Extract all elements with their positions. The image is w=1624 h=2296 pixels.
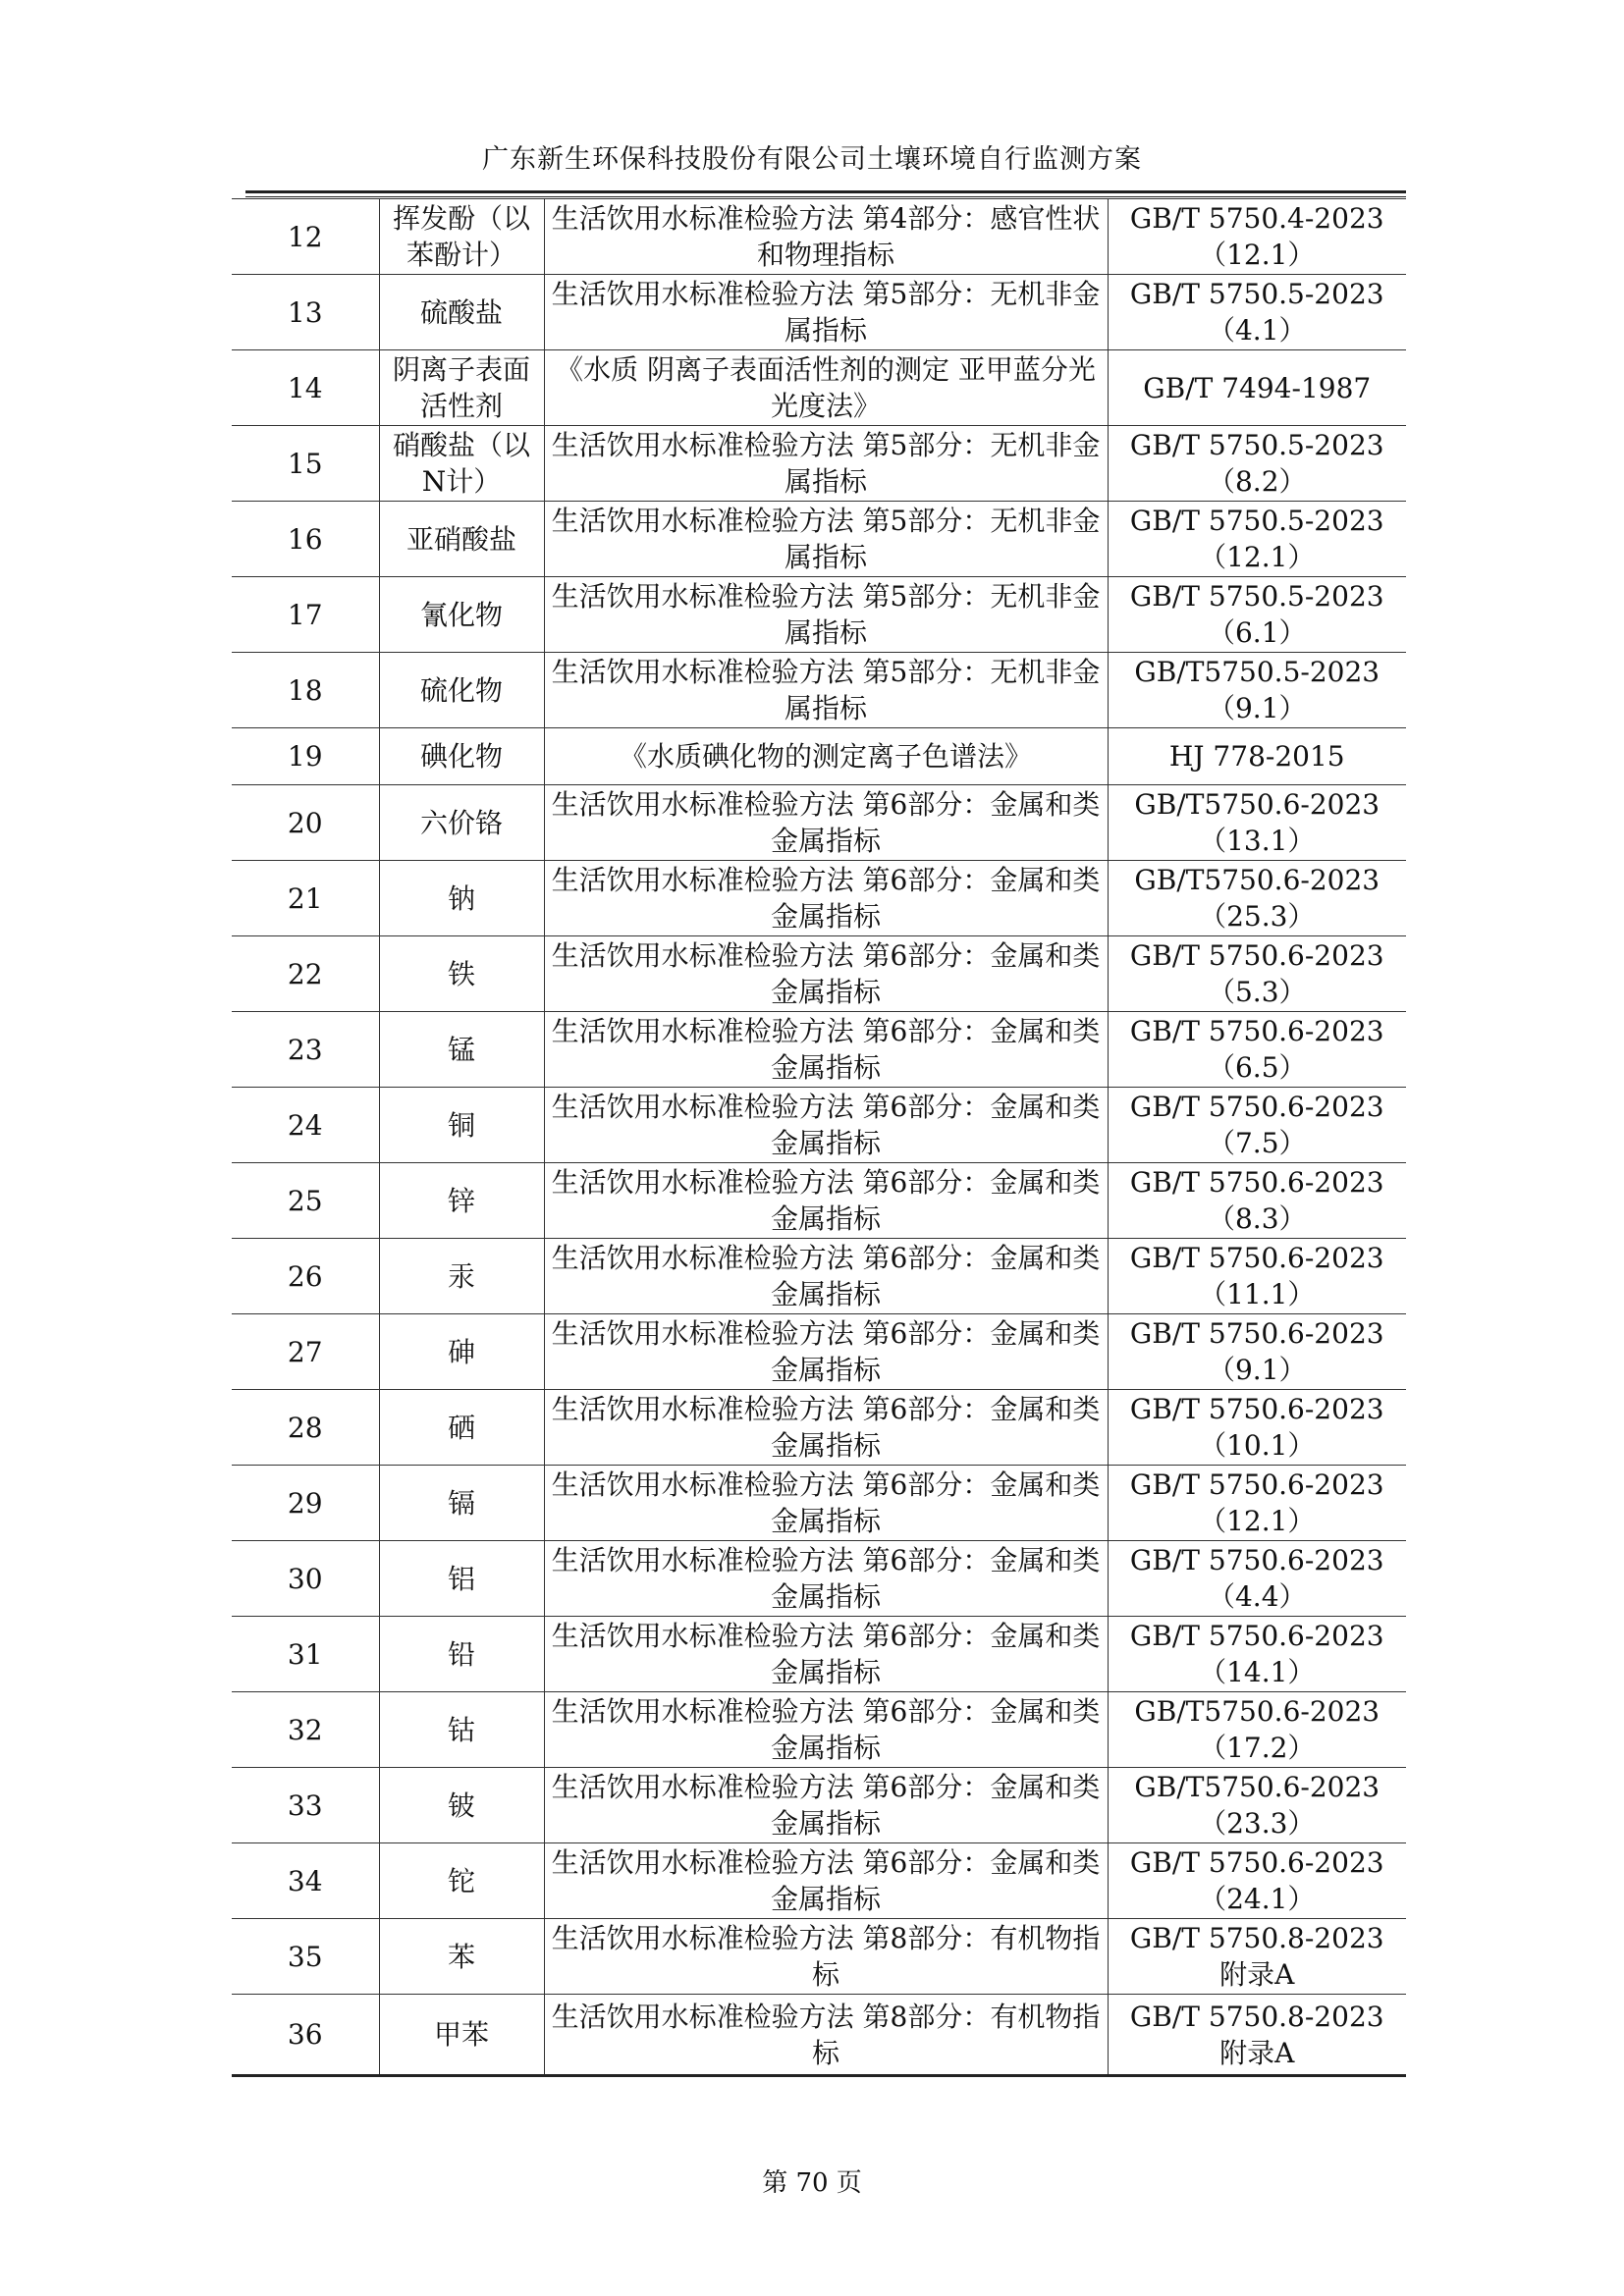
cell-no: 30 xyxy=(232,1541,379,1617)
cell-standard: GB/T 5750.6-2023（4.4） xyxy=(1108,1541,1406,1617)
cell-method: 生活饮用水标准检验方法 第5部分：无机非金属指标 xyxy=(544,275,1108,350)
table-row xyxy=(232,275,1406,350)
cell-method: 生活饮用水标准检验方法 第6部分：金属和类金属指标 xyxy=(544,1163,1108,1239)
cell-method: 生活饮用水标准检验方法 第6部分：金属和类金属指标 xyxy=(544,861,1108,936)
cell-item: 钴 xyxy=(379,1692,544,1768)
cell-method: 生活饮用水标准检验方法 第5部分：无机非金属指标 xyxy=(544,653,1108,728)
table-row xyxy=(232,1466,1406,1541)
table-row xyxy=(232,1995,1406,2076)
cell-no: 31 xyxy=(232,1617,379,1692)
cell-item: 汞 xyxy=(379,1239,544,1314)
cell-item: 碘化物 xyxy=(379,728,544,785)
cell-no: 18 xyxy=(232,653,379,728)
table-row xyxy=(232,1617,1406,1692)
cell-method: 《水质 阴离子表面活性剂的测定 亚甲蓝分光光度法》 xyxy=(544,350,1108,426)
cell-item: 铍 xyxy=(379,1768,544,1843)
cell-no: 22 xyxy=(232,936,379,1012)
cell-item: 铅 xyxy=(379,1617,544,1692)
cell-no: 12 xyxy=(232,199,379,275)
header-rule-thick xyxy=(245,190,1406,193)
cell-method: 生活饮用水标准检验方法 第6部分：金属和类金属指标 xyxy=(544,1088,1108,1163)
cell-standard: GB/T 5750.6-2023（8.3） xyxy=(1108,1163,1406,1239)
cell-standard: GB/T 5750.5-2023（6.1） xyxy=(1108,577,1406,653)
table-row xyxy=(232,1163,1406,1239)
cell-no: 19 xyxy=(232,728,379,785)
cell-method: 生活饮用水标准检验方法 第6部分：金属和类金属指标 xyxy=(544,785,1108,861)
cell-no: 35 xyxy=(232,1919,379,1995)
cell-method: 生活饮用水标准检验方法 第6部分：金属和类金属指标 xyxy=(544,1390,1108,1466)
table-row xyxy=(232,1541,1406,1617)
cell-method: 生活饮用水标准检验方法 第6部分：金属和类金属指标 xyxy=(544,1768,1108,1843)
table-row xyxy=(232,1768,1406,1843)
table-row xyxy=(232,1919,1406,1995)
cell-method: 生活饮用水标准检验方法 第6部分：金属和类金属指标 xyxy=(544,1314,1108,1390)
cell-item: 铊 xyxy=(379,1843,544,1919)
cell-method: 生活饮用水标准检验方法 第6部分：金属和类金属指标 xyxy=(544,1466,1108,1541)
table-row xyxy=(232,577,1406,653)
cell-item: 砷 xyxy=(379,1314,544,1390)
table-row xyxy=(232,199,1406,275)
cell-standard: GB/T5750.6-2023（13.1） xyxy=(1108,785,1406,861)
cell-item: 钠 xyxy=(379,861,544,936)
cell-item: 锌 xyxy=(379,1163,544,1239)
cell-standard: GB/T 5750.6-2023（9.1） xyxy=(1108,1314,1406,1390)
cell-no: 26 xyxy=(232,1239,379,1314)
cell-no: 23 xyxy=(232,1012,379,1088)
cell-standard: GB/T 7494-1987 xyxy=(1108,350,1406,426)
cell-no: 29 xyxy=(232,1466,379,1541)
cell-standard: GB/T 5750.6-2023（6.5） xyxy=(1108,1012,1406,1088)
cell-method: 生活饮用水标准检验方法 第6部分：金属和类金属指标 xyxy=(544,1617,1108,1692)
cell-item: 六价铬 xyxy=(379,785,544,861)
cell-standard: GB/T 5750.5-2023（12.1） xyxy=(1108,502,1406,577)
cell-method: 生活饮用水标准检验方法 第6部分：金属和类金属指标 xyxy=(544,1692,1108,1768)
monitoring-methods-table xyxy=(232,198,1406,2077)
cell-no: 27 xyxy=(232,1314,379,1390)
cell-item: 铁 xyxy=(379,936,544,1012)
cell-no: 13 xyxy=(232,275,379,350)
cell-item: 硫酸盐 xyxy=(379,275,544,350)
cell-method: 生活饮用水标准检验方法 第5部分：无机非金属指标 xyxy=(544,577,1108,653)
cell-standard: GB/T 5750.6-2023（12.1） xyxy=(1108,1466,1406,1541)
cell-method: 《水质碘化物的测定离子色谱法》 xyxy=(544,728,1108,785)
cell-standard: GB/T5750.6-2023（23.3） xyxy=(1108,1768,1406,1843)
table-row xyxy=(232,936,1406,1012)
cell-item: 亚硝酸盐 xyxy=(379,502,544,577)
cell-standard: GB/T 5750.8-2023 附录A xyxy=(1108,1919,1406,1995)
cell-no: 25 xyxy=(232,1163,379,1239)
cell-no: 15 xyxy=(232,426,379,502)
cell-no: 16 xyxy=(232,502,379,577)
cell-standard: GB/T 5750.6-2023（24.1） xyxy=(1108,1843,1406,1919)
cell-method: 生活饮用水标准检验方法 第8部分：有机物指标 xyxy=(544,1995,1108,2076)
cell-no: 34 xyxy=(232,1843,379,1919)
table-row xyxy=(232,1692,1406,1768)
cell-item: 锰 xyxy=(379,1012,544,1088)
cell-method: 生活饮用水标准检验方法 第6部分：金属和类金属指标 xyxy=(544,1239,1108,1314)
cell-standard: GB/T 5750.5-2023（4.1） xyxy=(1108,275,1406,350)
cell-method: 生活饮用水标准检验方法 第6部分：金属和类金属指标 xyxy=(544,1541,1108,1617)
cell-item: 阴离子表面活性剂 xyxy=(379,350,544,426)
cell-item: 苯 xyxy=(379,1919,544,1995)
table-row xyxy=(232,861,1406,936)
cell-item: 硝酸盐（以N计） xyxy=(379,426,544,502)
cell-standard: GB/T 5750.6-2023（14.1） xyxy=(1108,1617,1406,1692)
table-row xyxy=(232,653,1406,728)
page-header-title: 广东新生环保科技股份有限公司土壤环境自行监测方案 xyxy=(482,144,1142,175)
table-body xyxy=(232,199,1406,2076)
table-row xyxy=(232,350,1406,426)
cell-method: 生活饮用水标准检验方法 第6部分：金属和类金属指标 xyxy=(544,936,1108,1012)
header-rule-thin xyxy=(245,196,1406,197)
cell-standard: GB/T 5750.8-2023 附录A xyxy=(1108,1995,1406,2076)
cell-standard: GB/T5750.6-2023（17.2） xyxy=(1108,1692,1406,1768)
page-number: 第 70 页 xyxy=(762,2168,862,2198)
cell-no: 28 xyxy=(232,1390,379,1466)
table-row xyxy=(232,1239,1406,1314)
cell-item: 氰化物 xyxy=(379,577,544,653)
table-row xyxy=(232,502,1406,577)
cell-standard: GB/T 5750.5-2023（8.2） xyxy=(1108,426,1406,502)
cell-no: 32 xyxy=(232,1692,379,1768)
table-row xyxy=(232,785,1406,861)
cell-standard: HJ 778-2015 xyxy=(1108,728,1406,785)
table-row xyxy=(232,1088,1406,1163)
cell-item: 铜 xyxy=(379,1088,544,1163)
cell-item: 铝 xyxy=(379,1541,544,1617)
table-row xyxy=(232,1314,1406,1390)
cell-item: 挥发酚（以苯酚计） xyxy=(379,199,544,275)
cell-standard: GB/T 5750.6-2023（7.5） xyxy=(1108,1088,1406,1163)
table-row xyxy=(232,426,1406,502)
table-row xyxy=(232,1843,1406,1919)
cell-method: 生活饮用水标准检验方法 第6部分：金属和类金属指标 xyxy=(544,1843,1108,1919)
table-row xyxy=(232,728,1406,785)
cell-standard: GB/T5750.6-2023（25.3） xyxy=(1108,861,1406,936)
cell-method: 生活饮用水标准检验方法 第4部分：感官性状和物理指标 xyxy=(544,199,1108,275)
cell-standard: GB/T 5750.6-2023（5.3） xyxy=(1108,936,1406,1012)
cell-method: 生活饮用水标准检验方法 第5部分：无机非金属指标 xyxy=(544,426,1108,502)
cell-standard: GB/T 5750.6-2023（10.1） xyxy=(1108,1390,1406,1466)
cell-method: 生活饮用水标准检验方法 第8部分：有机物指标 xyxy=(544,1919,1108,1995)
cell-item: 甲苯 xyxy=(379,1995,544,2076)
cell-no: 21 xyxy=(232,861,379,936)
cell-item: 硒 xyxy=(379,1390,544,1466)
cell-standard: GB/T5750.5-2023（9.1） xyxy=(1108,653,1406,728)
cell-method: 生活饮用水标准检验方法 第6部分：金属和类金属指标 xyxy=(544,1012,1108,1088)
cell-no: 24 xyxy=(232,1088,379,1163)
cell-method: 生活饮用水标准检验方法 第5部分：无机非金属指标 xyxy=(544,502,1108,577)
cell-item: 硫化物 xyxy=(379,653,544,728)
cell-no: 20 xyxy=(232,785,379,861)
table-row xyxy=(232,1390,1406,1466)
cell-no: 17 xyxy=(232,577,379,653)
cell-no: 14 xyxy=(232,350,379,426)
cell-no: 36 xyxy=(232,1995,379,2076)
table-row xyxy=(232,1012,1406,1088)
cell-no: 33 xyxy=(232,1768,379,1843)
cell-standard: GB/T 5750.4-2023（12.1） xyxy=(1108,199,1406,275)
cell-standard: GB/T 5750.6-2023（11.1） xyxy=(1108,1239,1406,1314)
cell-item: 镉 xyxy=(379,1466,544,1541)
